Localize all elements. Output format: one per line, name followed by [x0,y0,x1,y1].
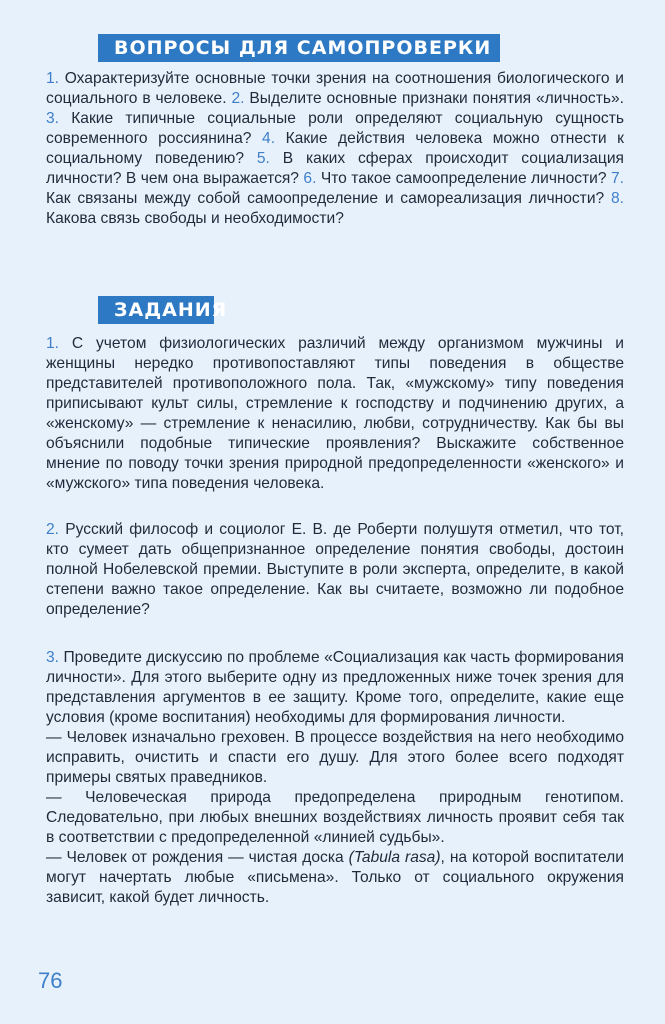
task-text: С учетом физиологических различий между организмом мужчины и женщины нередко противопоставляют типы поведения в обществе представителей противоположного пола. Так, «мужскому» типу поведения приписывают культ силы, стремление к господству и подчинению других, а «женскому» — стремление к ненасилию, любви, сотрудничеству. Как бы вы объяснили подобные типические проявления? Выскажите собственное мнение по поводу точки зрения природной предопределенности «женского» и «мужского» типа поведения человека. [46,335,624,492]
question-text: Какие действия человека можно отнести к социальному поведению? [46,130,624,167]
question-text: Как связаны между собой самоопределение и самореализация личности? [46,190,605,207]
latin-term: (Tabula rasa) [348,849,441,866]
tasks-banner [98,296,228,324]
viewpoint-item: — Человек изначально греховен. В процессе воздействия на него необходимо исправить, очистить и спасти его душу. Для этого более всего подходят примеры святых праведников. [46,729,624,786]
task-number: 2. [46,521,60,538]
task-3 [46,648,624,908]
question-number: 8. [610,190,624,207]
task-number: 1. [46,335,60,352]
task-1 [46,334,624,494]
question-text: Какова связь свободы и необходимости? [46,210,344,227]
self-check-banner [98,34,500,62]
question-number: 1. [46,70,60,87]
question-number: 5. [256,150,270,167]
question-number: 3. [46,110,60,127]
question-text: Какие типичные социальные роли определяют социальную сущность современного россиянина? [46,110,624,147]
question-number: 7. [610,170,624,187]
task-text: Русский философ и социолог Е. В. де Роберти полушутя отметил, что тот, кто сумеет дать общепризнанное определение понятия свободы, достоин полной Нобелевской премии. Выступите в роли эксперта, определите, в какой степени важно такое определение. Как вы считаете, возможно ли подобное определение? [46,521,624,618]
viewpoint-item: — Человеческая природа предопределена природным генотипом. Следовательно, при любых внешних воздействиях личность проявит себя так в соответствии с предопределенной «линией судьбы». [46,789,624,846]
viewpoint-text: — Человек от рождения — чистая доска [46,849,349,866]
page-number: 76 [38,968,63,993]
task-text: Проведите дискуссию по проблеме «Социализация как часть формирования личности». Для этого выберите одну из предложенных ниже точек зрения для представления аргументов в ее защиту. Кроме того, определите, какие еще условия (кроме воспитания) необходимы для формирования личности. [46,649,624,726]
question-text: Выделите основные признаки понятия «личность». [249,90,624,107]
question-text: В каких сферах происходит социализация личности? В чем она выражается? [46,150,624,187]
question-number: 4. [262,130,276,147]
viewpoint-text: , на которой воспитатели могут начертать любые «письмена». Только от социального окружения зависит, какой будет личность. [46,849,624,906]
task-2 [46,520,624,620]
viewpoint-item-tabula-rasa [46,848,624,908]
tasks-title: ЗАДАНИЯ [114,299,228,321]
question-number: 2. [231,90,245,107]
task-number: 3. [46,649,60,666]
self-check-questions [46,69,624,229]
question-number: 6. [303,170,317,187]
question-text: Что такое самоопределение личности? [320,170,607,187]
self-check-title: ВОПРОСЫ ДЛЯ САМОПРОВЕРКИ [114,37,492,59]
question-text: Охарактеризуйте основные точки зрения на соотношения биологического и социального в человеке. [46,70,624,107]
